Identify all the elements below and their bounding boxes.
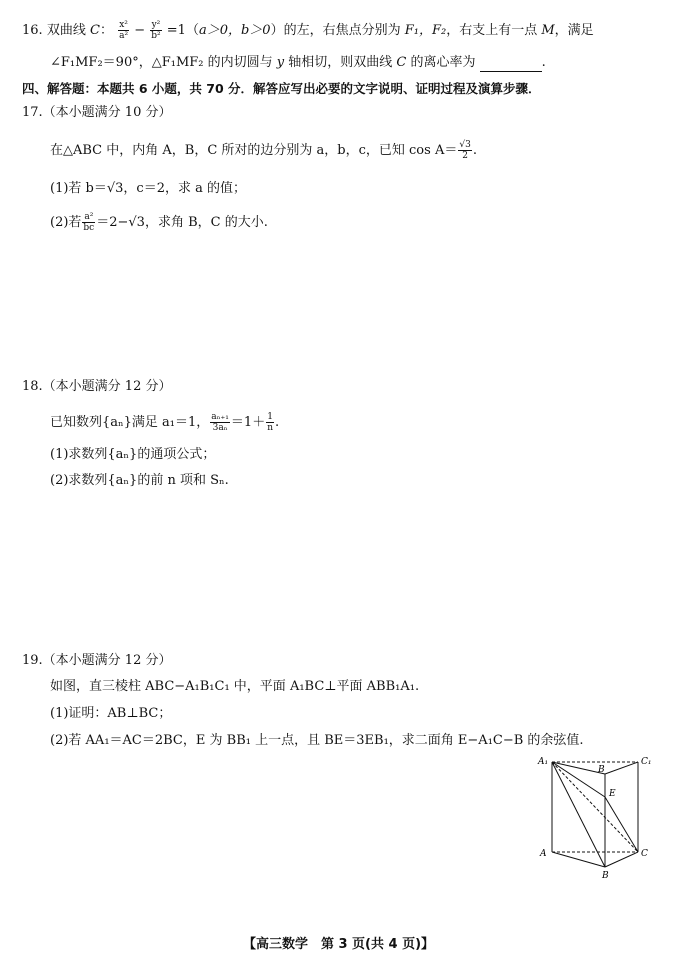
q16-line2d: 的离心率为 (410, 55, 476, 70)
q16-line2 (50, 54, 546, 72)
q18-stem (50, 412, 279, 433)
frac-num: aₙ₊₁ (211, 412, 229, 422)
q17-part1: (1)若 b＝√3，c＝2，求 a 的值； (50, 181, 246, 196)
q17-heading: 17.（本小题满分 10 分） (22, 105, 172, 120)
q16-line1 (22, 20, 594, 41)
q18-part1: (1)求数列{aₙ}的通项公式； (50, 447, 216, 462)
segment-a1-b (552, 762, 605, 867)
q16-colon: ： (99, 23, 113, 38)
frac-den: 3aₙ (212, 423, 228, 433)
edge-b-c (605, 852, 638, 867)
q16-line2a: ∠F₁MF₂＝90°，△F₁MF₂ 的内切圆与 (50, 55, 273, 70)
fraction-an1-3an (210, 412, 230, 433)
label-c: C (641, 849, 648, 859)
segment-a1-c (552, 762, 638, 852)
label-b1: B (598, 765, 605, 775)
q18-part2: (2)求数列{aₙ}的前 n 项和 Sₙ. (50, 473, 229, 488)
q16-m: M (541, 23, 555, 38)
q18-stem-b: ＝1＋ (230, 415, 266, 430)
q19-stem: 如图，直三棱柱 ABC−A₁B₁C₁ 中，平面 A₁BC⊥平面 ABB₁A₁. (50, 679, 420, 694)
prism-figure (530, 752, 670, 882)
q16-foci: F₁，F₂ (404, 23, 447, 38)
page-footer: 【高三数学 第 3 页(共 4 页)】 (242, 937, 435, 952)
q17-stem-text: 在△ABC 中，内角 A，B，C 所对的边分别为 a，b，c，已知 cos A＝ (50, 143, 458, 158)
q17-stem-end: . (472, 143, 477, 158)
q17-p2a: (2)若 (50, 215, 82, 230)
frac-num: y² (151, 20, 161, 30)
fraction-sqrt3-2 (458, 140, 471, 161)
edge-a-b (552, 852, 605, 867)
q16-c: C (89, 23, 100, 38)
q18-stem-end: . (275, 415, 280, 430)
minus: − (134, 23, 146, 38)
segment-e-c (605, 797, 638, 852)
q16-text2: ）的左，右焦点分别为 (270, 23, 401, 38)
frac-num: 1 (267, 412, 273, 422)
q16-line2b: 轴相切，则双曲线 (288, 55, 393, 70)
label-a1: A₁ (538, 757, 549, 767)
frac-den: a² (119, 31, 129, 41)
frac-num: √3 (459, 140, 471, 150)
label-b: B (602, 871, 609, 881)
q19-part1: (1)证明：AB⊥BC； (50, 706, 172, 721)
label-a: A (540, 849, 547, 859)
label-e: E (609, 789, 616, 799)
section-heading: 四、解答题：本题共 6 小题，共 70 分．解答应写出必要的文字说明、证明过程及演算步骤． (22, 81, 541, 96)
frac-den: bc (83, 223, 95, 233)
q16-y: y (276, 55, 285, 70)
q19-heading: 19.（本小题满分 12 分） (22, 653, 172, 668)
frac-den: n (267, 423, 273, 433)
q18-heading: 18.（本小题满分 12 分） (22, 379, 172, 394)
q16-cond: a＞0，b＞0 (198, 23, 271, 38)
frac-den: 2 (462, 151, 468, 161)
fraction-x2-a2 (118, 20, 129, 41)
frac-num: a² (84, 212, 94, 222)
q16-text3: ，右支上有一点 (446, 23, 538, 38)
frac-den: b² (151, 31, 161, 41)
q18-stem-a: 已知数列{aₙ}满足 a₁＝1， (50, 415, 210, 430)
q17-stem (50, 140, 477, 161)
q16-text: 双曲线 (46, 23, 86, 38)
edge-b1-c1 (605, 762, 638, 774)
frac-num: x² (119, 20, 128, 30)
q16-end: . (541, 55, 546, 70)
q16-eq: =1（ (166, 23, 199, 38)
q19-part2: (2)若 AA₁＝AC＝2BC，E 为 BB₁ 上一点，且 BE＝3EB₁，求二面角 E−A₁C−B 的余弦值. (50, 733, 584, 748)
q17-part2 (50, 212, 268, 233)
fraction-a2-bc (82, 212, 95, 233)
q16-number: 16. (22, 23, 43, 38)
label-c1: C₁ (641, 757, 652, 767)
q16-text4: ，满足 (554, 23, 594, 38)
fraction-1-n (266, 412, 274, 433)
answer-blank[interactable] (480, 59, 542, 72)
q16-c2: C (396, 55, 407, 70)
fraction-y2-b2 (150, 20, 161, 41)
q17-p2b: ＝2−√3，求角 B，C 的大小. (96, 215, 268, 230)
